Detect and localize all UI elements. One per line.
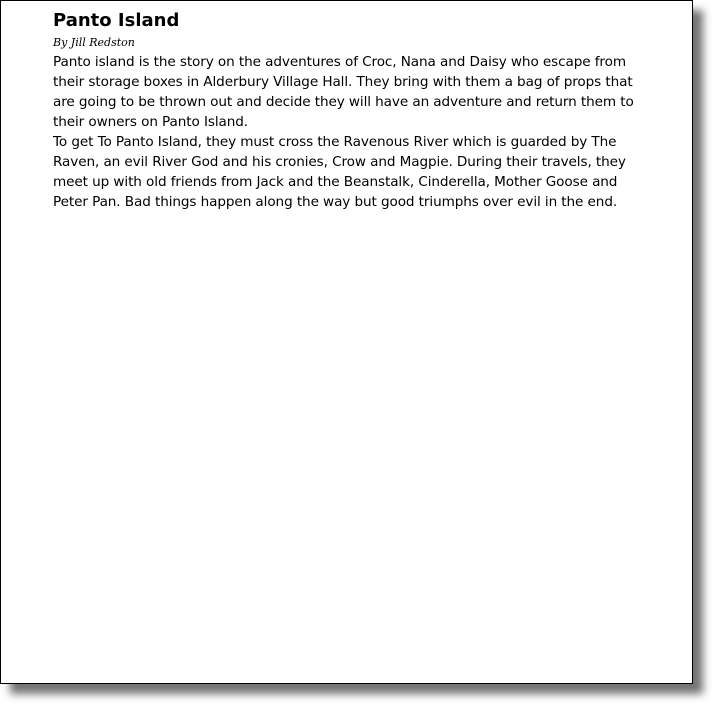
document-title: Panto Island <box>53 10 180 31</box>
synopsis-paragraph-1: Panto island is the story on the adventures of Croc, Nana and Daisy who escape from their storage boxes in Alderbury Village Hall. They bring with them a bag of props that are going to be thrown out and decide they will have an adventure and return them to their owners on Panto Island. <box>53 54 634 130</box>
synopsis-paragraph-2: To get To Panto Island, they must cross the Ravenous River which is guarded by The Raven, an evil River God and his cronies, Crow and Magpie. During their travels, they meet up with old friends from Jack and the Beanstalk, Cinderella, Mother Goose and Peter Pan. Bad things happen along the way but good triumphs over evil in the end. <box>53 134 626 210</box>
author-byline: By Jill Redston <box>53 36 135 49</box>
document-content <box>53 9 653 212</box>
